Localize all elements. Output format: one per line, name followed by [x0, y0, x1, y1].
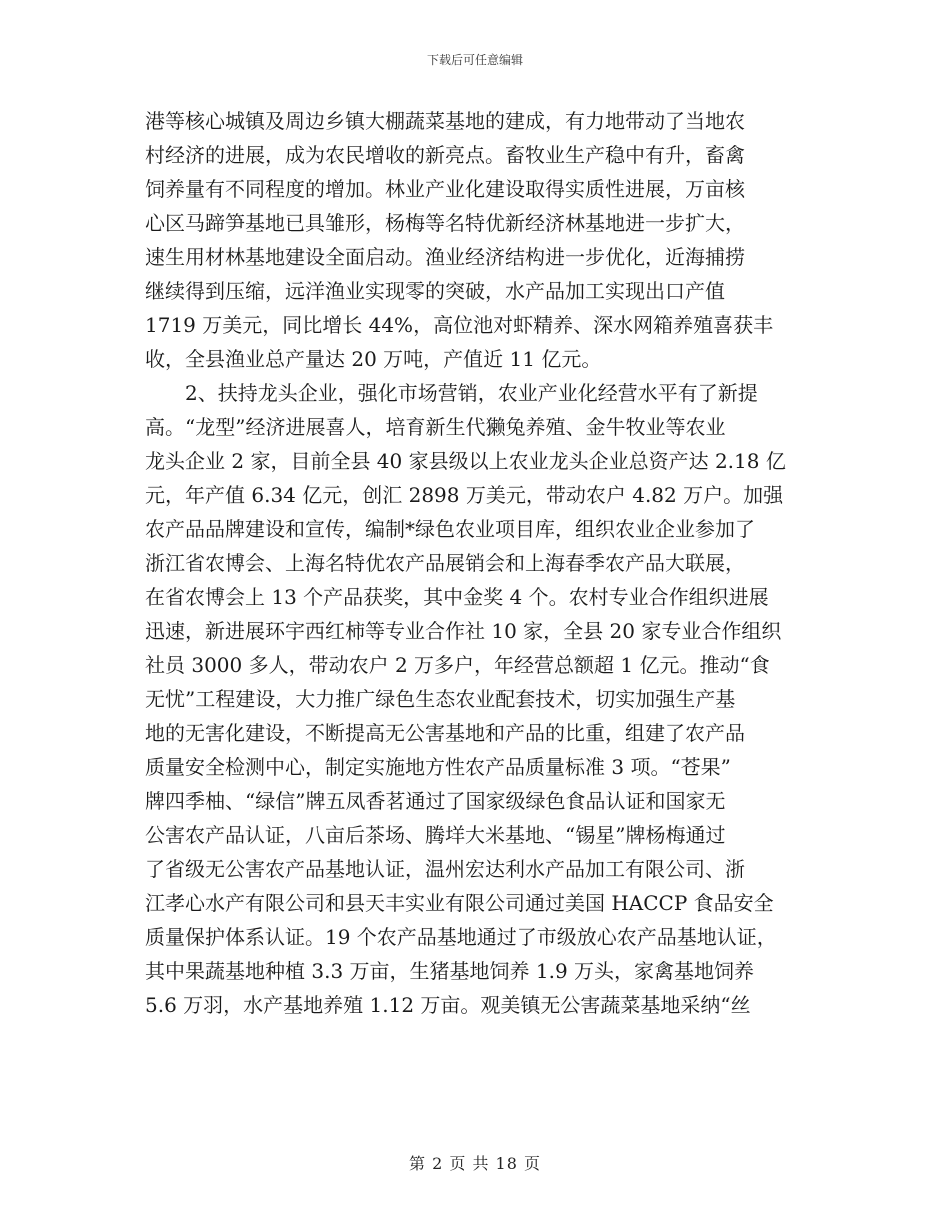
text-line: 心区马蹄笋基地已具雏形，杨梅等名特优新经济林基地进一步扩大， [145, 211, 745, 235]
text-line: 江孝心水产有限公司和县天丰实业有限公司通过美国 HACCP 食品安全 [145, 891, 774, 915]
text-line: 速生用材林基地建设全面启动。渔业经济结构进一步优化，近海捕捞 [145, 245, 745, 269]
document-body [145, 104, 805, 1022]
text-line: 质量保护体系认证。19 个农产品基地通过了市级放心农产品基地认证， [145, 925, 777, 949]
text-line: 了省级无公害农产品基地认证，温州宏达利水产品加工有限公司、浙 [145, 857, 745, 881]
text-line: 农产品品牌建设和宣传，编制*绿色农业项目库，组织农业企业参加了 [145, 517, 755, 541]
text-line: 无忧”工程建设，大力推广绿色生态农业配套技术，切实加强生产基 [145, 687, 736, 711]
text-line: 5.6 万羽，水产基地养殖 1.12 万亩。观美镇无公害蔬菜基地采纳“丝 [145, 993, 751, 1017]
text-line: 1719 万美元，同比增长 44%，高位池对虾精养、深水网箱养殖喜获丰 [145, 313, 774, 337]
text-line: 高。“龙型”经济进展喜人，培育新生代獭兔养殖、金牛牧业等农业 [145, 415, 726, 439]
page-header-note: 下载后可任意编辑 [426, 53, 523, 67]
text-line: 社员 3000 多人，带动农户 2 万多户，年经营总额超 1 亿元。推动“食 [145, 653, 770, 677]
text-line: 其中果蔬基地种植 3.3 万亩，生猪基地饲养 1.9 万头，家禽基地饲养 [145, 959, 755, 983]
text-line: 元，年产值 6.34 亿元，创汇 2898 万美元，带动农户 4.82 万户。加强 [145, 483, 784, 507]
text-line: 地的无害化建设，不断提高无公害基地和产品的比重，组建了农产品 [145, 721, 745, 745]
text-line: 公害农产品认证，八亩后茶场、腾垟大米基地、“锡星”牌杨梅通过 [145, 823, 726, 847]
page-number: 第 2 页 共 18 页 [409, 1154, 541, 1173]
text-line: 村经济的进展，成为农民增收的新亮点。畜牧业生产稳中有升，畜禽 [145, 143, 745, 167]
text-line: 港等核心城镇及周边乡镇大棚蔬菜基地的建成，有力地带动了当地农 [145, 109, 745, 133]
text-line: 收，全县渔业总产量达 20 万吨，产值近 11 亿元。 [145, 347, 602, 371]
text-line: 迅速，新进展环宇西红柿等专业合作社 10 家，全县 20 家专业合作组织 [145, 619, 782, 643]
text-line: 继续得到压缩，远洋渔业实现零的突破，水产品加工实现出口产值 [145, 279, 725, 303]
text-line: 浙江省农博会、上海名特优农产品展销会和上海春季农产品大联展， [145, 551, 745, 575]
text-line: 饲养量有不同程度的增加。林业产业化建设取得实质性进展，万亩核 [145, 177, 745, 201]
text-line: 牌四季柚、“绿信”牌五凤香茗通过了国家级绿色食品认证和国家无 [145, 789, 726, 813]
text-line: 2、扶持龙头企业，强化市场营销，农业产业化经营水平有了新提 [145, 381, 758, 405]
text-line: 在省农博会上 13 个产品获奖，其中金奖 4 个。农村专业合作组织进展 [145, 585, 769, 609]
text-line: 龙头企业 2 家，目前全县 40 家县级以上农业龙头企业总资产达 2.18 亿 [145, 449, 786, 473]
text-line: 质量安全检测中心，制定实施地方性农产品质量标准 3 项。“苍果” [145, 755, 731, 779]
